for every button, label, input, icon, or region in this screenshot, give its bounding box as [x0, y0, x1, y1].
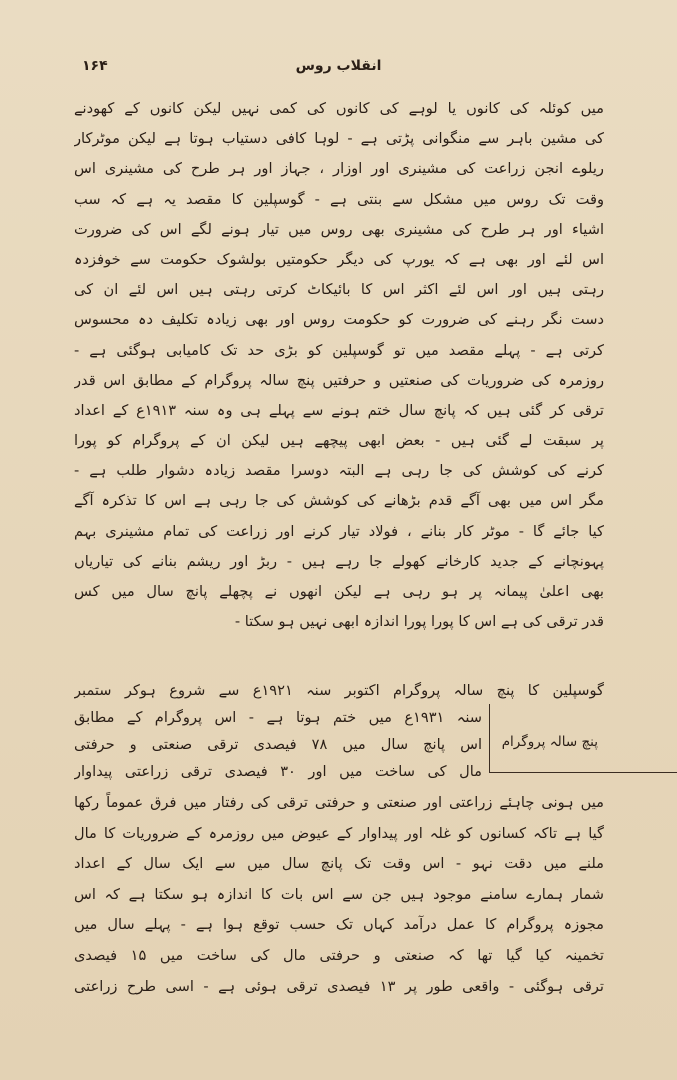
text-line: کی مشین باہر سے منگوانی پڑتی ہے - لوہا کافی دستیاب ہوتا ہے لیکن موٹرکار [74, 130, 604, 148]
text-line: میں ہونی چاہئے زراعتی اور صنعتی و حرفتی ترقی کی رفتار میں فرق عموماً رکھا [74, 794, 604, 811]
side-heading: پنچ سالہ پروگرام [501, 734, 598, 750]
text-line: تخمینہ کیا گیا تھا کہ صنعتی و حرفتی مال کی ساخت میں ۱۵ فیصدی [74, 946, 604, 964]
text-line: رہتی ہیں اور اس لئے اکثر اس کا بائیکاٹ کرتی رہتی ہیں اس لئے ان کی [74, 281, 604, 299]
paragraph-2-opening [74, 676, 604, 706]
text-line: میں کوئلہ کی کانوں یا لوہے کی کانوں کی کمی نہیں لیکن کانوں کے کھودنے [74, 100, 604, 117]
text-line: سنہ ۱۹۳۱ع میں ختم ہوتا ہے - اس پروگرام کے مطابق [74, 709, 482, 726]
text-line: ترقی کر گئی ہیں کہ پانچ سال ختم ہونے سے پہلے ہی وہ سنہ ۱۹۱۳ع کے اعداد [74, 401, 604, 419]
text-line: اس لئے اور بھی ہے کہ یورپ کی دیگر حکومتیں بولشوک حکومت سے خوفزدہ [74, 250, 604, 268]
text-line: گوسپلین کا پنچ سالہ پروگرام اکتوبر سنہ ۱۹۲۱ع سے شروع ہوکر ستمبر [74, 682, 604, 699]
text-line: ملنے میں دقت نہو - اس وقت تک پانچ سال میں سے ایک سال کے اعداد [74, 855, 604, 873]
text-line: اشیاء اور ہر طرح کی مشینری بھی روس میں تیار ہونے لگے اس کی ضرورت [74, 220, 604, 238]
text-line: مجوزہ پروگرام کا عمل درآمد کہاں تک حسب توقع ہوا ہے - پہلے سال میں [74, 916, 604, 934]
text-line: مال کی ساخت میں اور ۳۰ فیصدی ترقی زراعتی پیداوار [74, 763, 482, 780]
text-line: مگر اس میں بھی آگے قدم بڑھانے کی کوشش کی جا رہی ہے اس کا تذکرہ آگے [74, 492, 604, 510]
page-number: ۱۶۴ [82, 58, 108, 74]
text-line: دست نگر رہنے کی ضرورت کو حکومت روس اور بھی زیادہ تکلیف دہ محسوس [74, 311, 604, 329]
text-line: شمار ہمارے سامنے موجود ہیں جن سے اس بات کا اندازہ ہو سکتا ہے کہ اس [74, 885, 604, 903]
text-line: کیا جائے گا - موٹر کار بنانے ، فولاد تیار کرنے اور زراعت کی تمام مشینری بہم [74, 522, 604, 540]
text-line: کرتی ہے - پہلے مقصد میں تو گوسپلین کو بڑی حد تک کامیابی ہوگئی ہے - [74, 341, 604, 359]
inset-paragraph [74, 704, 482, 785]
text-line: ریلوے انجن زراعت کی مشینری اور اوزار ، جہاز اور ہر طرح کی مشینری اس [74, 160, 604, 178]
text-line: روزمرہ کی ضروریات کی صنعتیں و حرفتیں پنچ سالہ پروگرام کے مطابق اس قدر [74, 371, 604, 389]
text-line: ترقی ہوگئی - واقعی طور پر ۱۳ فیصدی ترقی ہوئی ہے - اسی طرح زراعتی [74, 977, 604, 995]
paragraph-2-continued [74, 788, 604, 1002]
text-line: اس پانچ سال میں ۷۸ فیصدی ترقی صنعتی و حرفتی [74, 736, 482, 753]
text-line: پر سبقت لے گئی ہیں - بعض ابھی پیچھے ہیں لیکن ان کے پروگرام کو پورا [74, 432, 604, 450]
text-line: وقت تک روس میں مشکل سے بنتی ہے - گوسپلین کا مقصد یہ ہے کہ سب [74, 190, 604, 208]
text-line: پہونچانے کے جدید کارخانے کھولے جا رہے ہیں - ربڑ اور ریشم بنانے کی تیاریاں [74, 552, 604, 570]
page-header [0, 58, 677, 88]
text-line: قدر ترقی کی ہے اس کا پورا پورا اندازہ ابھی نہیں ہو سکتا - [234, 613, 604, 631]
side-heading-underline [489, 772, 677, 773]
text-line: گیا ہے تاکہ کسانوں کو غلہ اور پیداوار کے عیوض میں روزمرہ کے ضروریات کا مال [74, 824, 604, 842]
page-title: انقلاب روس [295, 58, 382, 74]
text-line: کرنے کی کوشش کی جا رہی ہے البتہ دوسرا مقصد زیادہ دشوار طلب ہے - [74, 462, 604, 480]
text-line: بھی اعلیٰ پیمانہ پر ہو رہی ہے لیکن انھوں نے پچھلے پانچ سال میں کس [74, 583, 604, 600]
side-heading-divider [489, 704, 490, 772]
paragraph-1 [74, 94, 604, 637]
side-heading-block [74, 704, 604, 784]
